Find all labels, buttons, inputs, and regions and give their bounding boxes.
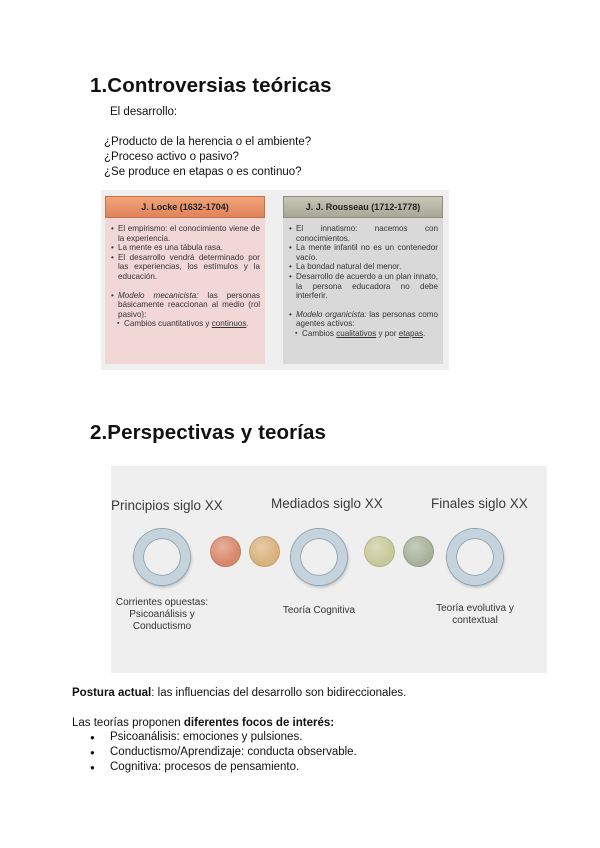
- timeline-diagram: [111, 466, 547, 673]
- timeline-label-late: [410, 603, 540, 627]
- postura-text: : las influencias del desarrollo son bidireccionales.: [151, 687, 407, 699]
- locke-model-label: Modelo mecanicista:: [118, 290, 199, 300]
- rousseau-item: • La bondad natural del menor.: [289, 262, 438, 272]
- timeline-title-late: Finales siglo XX: [431, 496, 528, 511]
- foco-item: ● Cognitiva: procesos de pensamiento.: [72, 760, 357, 775]
- question-active-passive: ¿Proceso activo o pasivo?: [104, 151, 239, 163]
- timeline-dot: [210, 536, 241, 567]
- locke-item: • La mente es una tábula rasa.: [111, 243, 260, 253]
- postura-actual: [72, 686, 406, 701]
- rousseau-item: • La mente infantil no es un contenedor vacío.: [289, 243, 438, 262]
- question-heredity: ¿Producto de la herencia o el ambiente?: [104, 136, 312, 148]
- comparison-table: [101, 190, 449, 370]
- rousseau-sub-underlined2: etapas: [398, 328, 424, 338]
- section1-intro: El desarrollo:: [110, 106, 178, 118]
- timeline-title-mid: Mediados siglo XX: [271, 496, 383, 511]
- timeline-ring-early: [134, 529, 190, 585]
- timeline-label-line: Conductismo: [132, 621, 192, 632]
- section1-heading: 1.Controversias teóricas: [90, 74, 332, 97]
- locke-sub-suffix: .: [246, 319, 249, 329]
- timeline-ring-late: [447, 529, 503, 585]
- questions-list: [104, 135, 311, 180]
- rousseau-sub-prefix: Cambios: [302, 328, 337, 338]
- focos-bold: diferentes focos de interés:: [183, 717, 335, 729]
- question-stages: ¿Se produce en etapas o es continuo?: [104, 166, 302, 178]
- rousseau-column: [283, 196, 443, 364]
- foco-item: ● Psicoanálisis: emociones y pulsiones.: [72, 730, 357, 745]
- locke-sub-item: [117, 319, 260, 329]
- timeline-title-early: Principios siglo XX: [111, 498, 223, 513]
- locke-item: • El desarrollo vendrá determinado por las experiencias, los estímulos y la educación.: [111, 253, 260, 282]
- locke-model: [111, 291, 260, 320]
- locke-sub-underlined: continuos: [211, 319, 247, 329]
- timeline-label-line: Teoría Cognitiva: [282, 605, 356, 616]
- rousseau-sub-suffix: .: [423, 328, 426, 338]
- focos-list: [72, 730, 357, 775]
- timeline-label-line: Psicoanálisis y: [129, 609, 195, 620]
- rousseau-item: • El innatismo: nacemos con conocimientos.: [289, 224, 438, 243]
- timeline-label-mid: [254, 605, 384, 617]
- rousseau-sub-middle: y por: [376, 328, 399, 338]
- locke-sub-prefix: Cambios cuantitativos y: [124, 319, 212, 329]
- section2-heading: 2.Perspectivas y teorías: [90, 421, 327, 444]
- timeline-label-early: [97, 597, 227, 633]
- timeline-dot: [249, 536, 280, 567]
- rousseau-model-text: las personas como agentes activos:: [296, 309, 438, 329]
- locke-item: • El empirismo: el conocimiento viene de la experiencia.: [111, 224, 260, 243]
- locke-model-text: las personas básicamente reaccionan al medio (rol pasivo):: [118, 290, 261, 319]
- rousseau-model: [289, 310, 438, 329]
- timeline-ring-mid: [291, 529, 347, 585]
- rousseau-model-label: Modelo organicista:: [296, 309, 367, 319]
- postura-label: Postura actual: [72, 687, 152, 699]
- rousseau-content: [283, 218, 443, 364]
- timeline-label-line: Teoría evolutiva y: [436, 603, 514, 614]
- timeline-label-line: contextual: [452, 615, 498, 626]
- rousseau-sub-item: [295, 329, 438, 339]
- locke-column: [105, 196, 265, 364]
- rousseau-sub-underlined: cualitativos: [336, 328, 377, 338]
- foco-item: ● Conductismo/Aprendizaje: conducta observable.: [72, 745, 357, 760]
- timeline-dot: [364, 536, 395, 567]
- focos-prefix: Las teorías proponen: [72, 717, 184, 729]
- locke-title: J. Locke (1632-1704): [105, 196, 265, 218]
- locke-content: [105, 218, 265, 364]
- rousseau-item: • Desarrollo de acuerdo a un plan innato, la persona educadora no debe interferir.: [289, 272, 438, 301]
- rousseau-title: J. J. Rousseau (1712-1778): [283, 196, 443, 218]
- timeline-label-line: Corrientes opuestas:: [115, 597, 209, 608]
- timeline-dot: [403, 536, 434, 567]
- focos-intro: [72, 716, 334, 731]
